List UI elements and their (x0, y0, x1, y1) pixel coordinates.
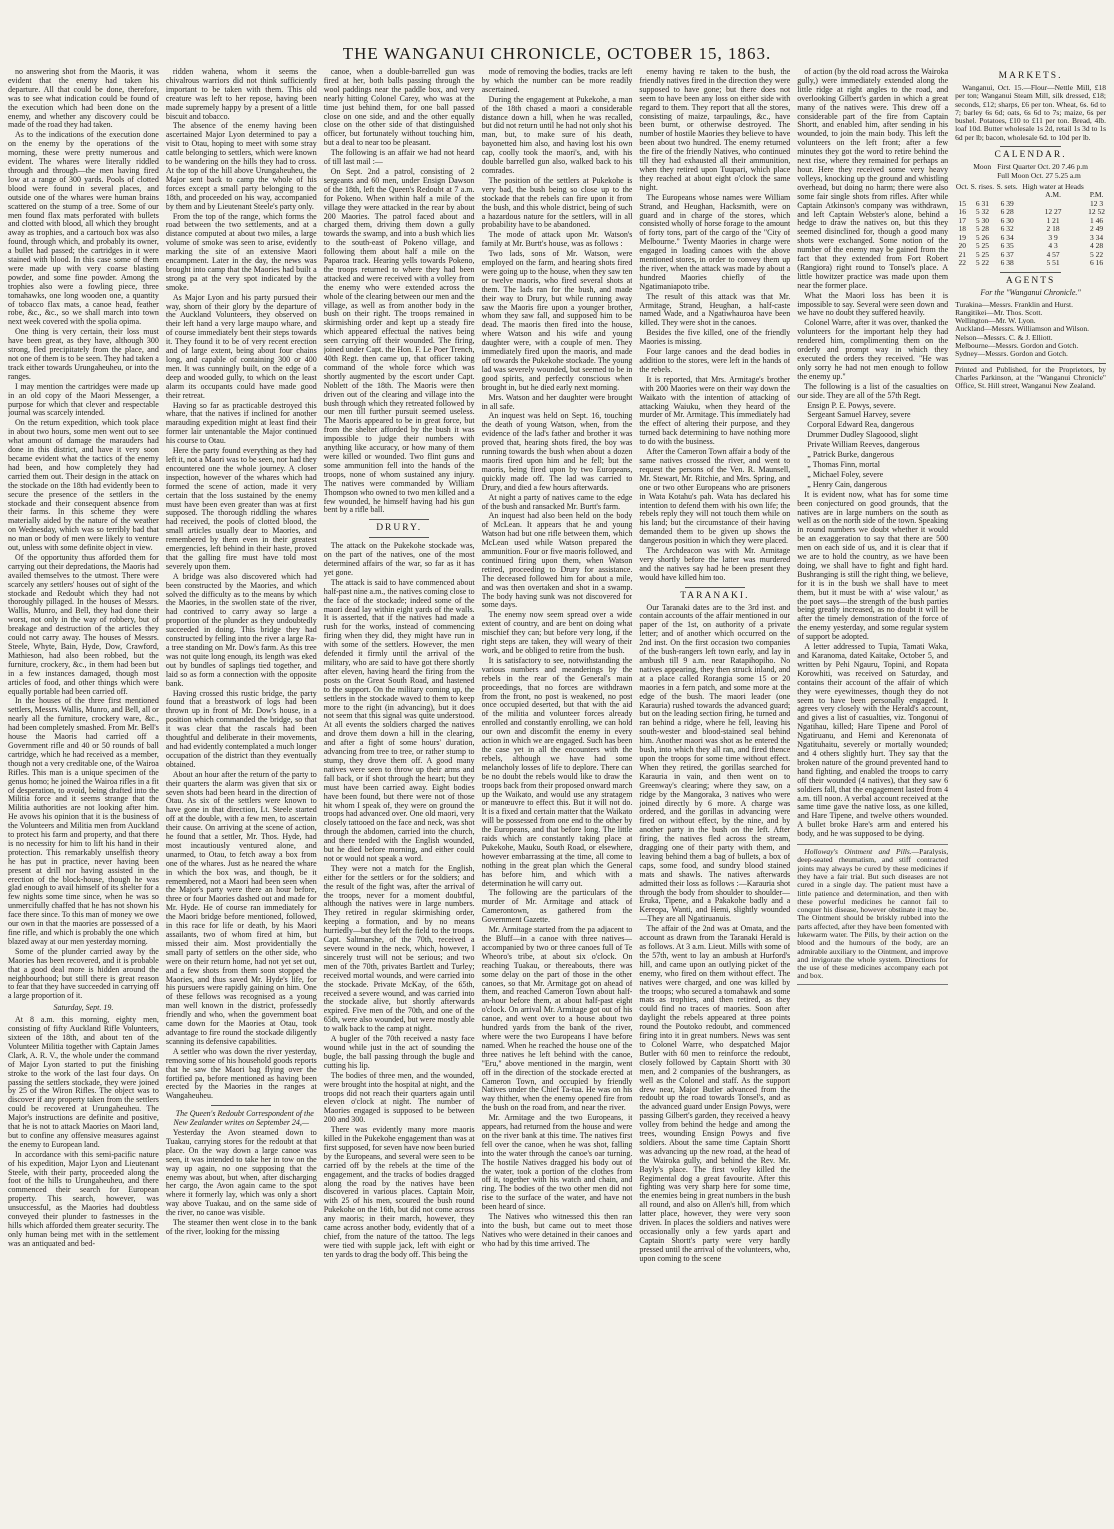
calendar-cell: 15 (958, 198, 966, 208)
calendar-cell: 2 49 (1090, 224, 1104, 234)
calendar-cell: 5 30 (975, 215, 989, 225)
paragraph: „ Henry Cain, dangerous (807, 479, 887, 489)
paragraph: Two lads, sons of Mr. Watson, were employed on the farm, and hearing shots fired were going up to the house, when they saw ten or twelve maoris, who fired several shots at them. The lads ran for the bush, and made their way to Drury, but while running away saw the Maoris fire upon a younger brother, whom they saw fall, and supposed him to be dead. The maoris then fired into the house, where Watson and his wife and young daughter were, with a couple of men. They immediately fired upon the maoris, and made off towards the Pukekohe stockade. The young lad was severely wounded, but seemed to be in good spirits, and perfectly conscious when brought in, but he died early next morning. (481, 249, 633, 392)
divider (685, 587, 745, 588)
calendar-cell: 6 16 (1090, 258, 1104, 268)
paragraph: From the top of the range, which forms the road between the two settlements, and at a distance computed at about two miles, a large volume of smoke was seen to arise, evidently marking the site of an extensive Maori encampment. Later in the day, the news was brought into camp that the Maories had built a strong pa at the very spot indicated by the smoke. (165, 211, 317, 292)
col6-body-2 (797, 491, 948, 839)
column-1 (8, 68, 159, 1523)
paragraph: A bridge was also discovered which had been constructed by the Maories, and which solved the difficulty as to the means by which the Maories, in the swollen state of the river, had contrived to carry away so large a proportion of the plunder as they undoubtedly succeeded in doing. This bridge they had constructed by felling into the river a large Ra-a tree standing on Mr. Dow's farm. As this tree was not quite long enough, its length was eked out by bundles of saplings tied together, and laid so as form a connection with the opposite bank. (165, 571, 317, 688)
paragraph: About an hour after the return of the party to their quarters the alarm was given that six or seven shots had been heard in the direction of Otau. As six of the settlers were known to have gone in that direction, Lt. Steele started off at the double, with a few men, to ascertain their cause. On arriving at the scene of action, he found that a settler, Mr. Thos. Hyde, had most incautiously ventured alone, and unarmed, to Otau, to fetch away a box from one of the whares. Just as he neared the whare in which the box was, and though, be it remembered, not a Maori had been seen when the Major's party were there an hour before, three or four Maories dashed out and made for Mr. Hyde. He of course ran immediately for the Maori bridge before mentioned, followed, in this race for life or death, by his Maori assailants, two of whom fired at him, but missed their aim. Most providentially the small party of settlers on the other side, who were on their return home, had not yet set out, and a few shots from them soon stopped the Maories, and thus saved Mr. Hyde's life, for his pursuers were rapidly gaining on him. One of these fellows was recognised as a young man well known in the district, professedly friendly and who, when the government boat came down for the Maories at Otau, took advantage to fire round the stockade diligently scanning its defensive capabilities. (165, 769, 317, 1046)
calendar-cell: 5 22 (1090, 249, 1104, 259)
masthead: THE WANGANUI CHRONICLE, OCTOBER 15, 1863. (342, 44, 772, 63)
paragraph: mode of removing the bodies, tracks are left by which the number can be more readily ascertained. (481, 68, 633, 94)
paragraph: It is evident now, what has for some time been conjectured on good grounds, that the natives are in large numbers on the south as well as on the north side of the town. Speaking in round numbers we doubt whether it would be an exaggeration to say that there are 500 men on each side of us, and it is clear that if we are to hold the country, as we have been doing, we shall have to fight and fight hard. Bushranging is still the right thing, we believe, for it is in the bush we shall have to meet them, but it must be with a‘ wise valour,’ as the poet says—the strength of the bush parties being greatly increased, as no doubt it will be after the timely demonstration of the force of the enemy yesterday, and some regular system of support be adopted. (797, 489, 949, 642)
calendar-cell: 4 28 (1090, 241, 1104, 251)
advertisement: Holloway's Ointment and Pills.—Paralysis, deep-seated rheumatism, and stiff contracted joints may always be cured by these medicines if they have a fair trial. But such diseases are not cured in a single day. The patient must have a little patience and determination, and then with these powerful medicines he cannot fail to conquer his disease, however obstinate it may be. The Ointment should be briskly rubbed into the parts affected, after they have been fomented with lukewarm water. The Pills, by their action on the blood and the humours of the body, are an admirable auxiliary to the Ointment, and improve and invigorate the whole system. Directions for the use of these medicines accompany each pot and box. (797, 844, 948, 985)
calendar-cell: 3 9 (1048, 232, 1058, 242)
paragraph: The result of this attack was that Mr. Armitage, Strand, Heughan, a half-caste named Wade, and a Ngatiwhauroa have been killed. They were shot in the canoes. (639, 291, 791, 328)
calendar-cell: 6 32 (1000, 224, 1014, 234)
correspondent-intro: The Queen's Redoubt Correspondent of the New Zealander writes on September 24,— (173, 1109, 314, 1128)
calendar-cell: 5 22 (975, 258, 989, 268)
paragraph: It is reported, that Mrs. Armitage's brother with 200 Maories were on their way down the Waikato with the intention of attacking of attacking Waiuku, when they heard of the murder of Mr. Armitage. This immediately had the effect of altering their purpose, and they turned back determining to have nothing more to do with the business. (639, 374, 791, 447)
calendar-cell: 5 25 (975, 241, 989, 251)
paragraph: The bodies of three men, and the wounded, were brought into the hospital at night, and the troops did not reach their quarters again until eleven o'clock at night. The number of Maories engaged is supposed to be between 200 and 300. (323, 1070, 475, 1125)
moon-first-quarter: First Quarter Oct. 20 7.46 p.m (997, 161, 1088, 171)
paragraph: The enemy now seem spread over a wide extent of country, and are bent on doing what mischief they can; but before very long, if the right steps are taken, they will weary of their work, and be obliged to retire from the bush. (481, 610, 633, 655)
paragraph: The Europeans whose names were William Strand, and Heughan, Hacksmith, were on guard and in charge of the stores, which consisted wholly of horse forage to the amount of forty tons, part of the cargo of the "City of Melbourne." Twenty Maories in charge were engaged in loading canoes with the above mentioned stores, in order to convey them up the river, when the attack was made by about a hundred Maories chiefly of the Ngatimaniapoto tribe. (639, 192, 791, 291)
calendar-cell: 19 (958, 232, 966, 242)
paragraph: At 8 a.m. this morning, eighty men, consisting of fifty Auckland Rifle Volunteers, sixteen of the 18th, and about ten of the Volunteer Militia together with Captain James Clark, A. R. V., the whole under the command of Major Lyon started to put the finishing stroke to the work of the last four days. On passing the settlers stockade, they were joined by 25 of the Wiron Rifles. The object was to discover if any property taken from the settlers could be recovered at Urungaheuheu. The Major's instructions are definite and positive, that he is not to attack Maories on Maori land, but to confine any offensive measures against the enemy to European land. (8, 1015, 159, 1149)
paragraph: The absence of the enemy having been ascertained Major Lyon determined to pay a visit to Otau, hoping to meet with some stray cattle belonging to settlers, which were known to be wandering on the hills they had to cross. At the top of the hill above Urungaheuheu, the Major sent back to camp the whole of his forces except a small party belonging to the 18th, and proceeded on his way, accompanied by them and by Lieutenant Steele's party only. (165, 121, 317, 211)
col1-body-2 (8, 1016, 159, 1249)
paragraph: Here the party found everything as they had left it, not a Maori was to be seen, nor had they encountered one the whole journey. A closer inspection, however of the whares which had formed the scene of action, made it very certain that the loss sustained by the enemy must have been even greater than was at first supposed. The thorough riddling the whares had received, the pools of clotted blood, the small articles usually dear to Maories, and remembered by them even in their greatest emergencies, left behind in their haste, proved that the galling fire must have told most severely upon them. (165, 446, 317, 571)
paragraph: A settler who was down the river yesterday, removing some of his household goods reports that he saw the Maori bag flying over the fortified pa, before mentioned as having been erected by the Maories in the ranges at Wangaheuheu. (165, 1046, 317, 1101)
paragraph: I may mention the cartridges were made up in an old copy of the Maori Messenger, a purpose for which that clever and respectable journal was scarcely intended. (8, 381, 159, 418)
agents-heading: AGENTS (1005, 275, 1056, 286)
calendar-header-cell: P.M. (1089, 190, 1104, 200)
calendar-header-cell: High water at Heads (1022, 181, 1084, 191)
calendar-cell: 22 (958, 258, 966, 268)
imprint: Printed and Published, for the Proprietors, by Charles Parkinson, at the "Wanganui Chronicle" Office, St. Hill street, Wanganui New Zealand. (955, 364, 1106, 391)
paragraph: They were not a match for the English, either for the settlers or for the soldiers; and the result of the fight was, after the arrival of the troops, never for a moment doubtful, although the natives were in large numbers. They retired in regular skirmishing order, keeping a formation, and by no means hurriedly—but they left the field to the troops. Capt. Saltmarshe, of the 70th, received a severe wound in the neck, which, however, I sincerely trust will not be serious; and two men of the 70th, privates Bartlett and Turley; received mortal wounds, and were carried into the stockade. Private McKay, of the 65th, received a severe wound, and was carried into the stockade alive, but shortly afterwards expired. Five men of the 70th, and one of the 65th, were also wounded, but were mostly able to walk back to the camp at night. (323, 863, 475, 1034)
calendar-header-row (955, 183, 1106, 192)
calendar-cell: 12 3 (1090, 198, 1104, 208)
columns (8, 68, 1106, 1523)
divider (369, 519, 429, 520)
calendar-cell: 6 28 (1000, 207, 1014, 217)
calendar-cell: 17 (958, 215, 966, 225)
paragraph: The following are the particulars of the murder of Mr. Armitage and attack of Camerontown, as gathered from the Government Gazette. (481, 888, 633, 925)
calendar-cell: 1 21 (1046, 215, 1060, 225)
markets-heading: MARKETS. (998, 71, 1063, 81)
calendar-cell: 5 25 (975, 249, 989, 259)
paragraph: canoe, when a double-barrelled gun was fired at her, both balls passing through the wool paddings near the paddle box, and very nearly hitting Colonel Carey, who was at the time just behind them, for one ball passed close on one side, and and the other equally close on the other side of that distinguished officer, but fortunately without touching him, but a deal to near too be pleasant. (323, 68, 475, 148)
paragraph: The mode of attack upon Mr. Watson's family at Mr. Burtt's house, was as follows : (481, 230, 633, 249)
paragraph: ridden wahena, whom it seems the chivalrous warriors did not think sufficiently important to be taken with them. This old creature was left to her repose, having been made supremely happy by a present of a little biscuit and tobacco. (165, 68, 317, 121)
paragraph: Four large canoes and the dead bodies in addition to the stores, were left in the hands of the rebels. (639, 347, 791, 374)
paragraph: of action (by the old road across the Wairoka gully,) were immediately extended along the little ridge at right angles to the road, and overlooking Gilbert's garden in which a great many of the natives were. This drew off a considerable part of the fire from Captain Shortt, and enabled him, after sending in his wounded, to join the main body. This left the volunteers on the left front; after a few minutes they got the word to retire behind the next rise, where they remained for perhaps an hour. Here they received some very heavy volleys, knocking up the ground and whistling overhead, but doing no harm; there were also some fair single shots from rifles. After while Captain Atkinson's company was withdrawn, and left Captain Webster's alone, behind a hedge to draw the natives on, but this they seemed disinclined for, though a good many shots were exchanged. Some notion of the number of the enemy may be gained from the fact that they extended from Fort Robert (Rangiora) right round to Tonsel's place. A little howitzer practice was made upon them near the former place. (797, 68, 949, 290)
paragraph: Of the opportunity thus afforded them for carrying out their depredations, the Maoris had availed themselves to the utmost. There were scarcely any settlers' houses out of sight of the stockade and Redoubt which they had not thoroughly pillaged. In the houses of Messrs. Wallis, Munro, and Bell, they had done their worst, not only in the way of robbery, but of breakage and destruction of the articles they could not carry away. The houses of Messrs. Steele, Whyte, Bain, Hyde, Dow, Crawford, Mathieson, had also been robbed, but the furniture, crockery, &c., in them had been but in a few instances damaged, though most articles of food, and other things which were equally portable had been carried off. (8, 552, 159, 696)
moon-full: Full Moon Oct. 27 5.25 a.m (997, 170, 1081, 180)
paragraph: Some of the plunder carried away by the Maories has been recovered, and it is probable that a good deal more is hidden around the neighbourhood; but still there is great reason to fear that they have succeeded in carrying off a large proportion of it. (8, 946, 159, 1001)
moon-label: Moon (973, 161, 992, 171)
paragraph: In the houses of the three first mentioned settlers, Messrs. Wallis, Munro, and Bell, all or nearly all the furniture, crockery ware, &c., had been completely smashed. From Mr. Bell's house the Maoris had carried off a Government rifle and 40 or 50 rounds of ball cartridge, which he had received as a member, though not a very creditable one, of the Wairoa Rifles. This man is a unique specimen of the genus homo; he joined the Wairoa rifles in a fit of desperation, to avoid, being drafted into the Militia force and it seems strange that the Militia authorities are not looking after him. He avows his opinion that it is the business of the Volunteers and Militia men from Auckland to protect his farm and property, and that there is no necessity for him to lift his hand in their protection. This remarkably unselfish theory he has put in practice, never having been present at drill nor having assisted in the erection of the block-house, though he was glad enough to avail himself of its shelter for a few nights some time since, when he was so unmercifully chaffed that he has not shown his face there since. To this man of money we owe our own in that the maories are possessed of a fine rifle, and which is probably the one which blazed away at our men yesterday morning. (8, 696, 159, 946)
paragraph: One thing is very certain, their loss must have been great, as they have, although 300 strong, fled precipitately from the place, and not one of them is to be seen. They had taken a track either towards Urungaheuheu, or into the ranges. (8, 327, 159, 381)
paragraph: Private William Reeves, dangerous (807, 440, 920, 450)
col5-body-2 (639, 604, 790, 1264)
paragraph: Mr. Armitage and the two Europeans, it appears, had returned from the house and were on the river bank at this time. The natives first fell over the canoe, when he was shot, falling into the water through the canoe's oar turning. The hostile Natives dragged his body out of the water, took a portion of the clothes from off it, together with his watch and chain, and ring. The bodies of the two other men did not rise to the surface of the water, and have not been heard of since. (481, 1113, 633, 1212)
calendar-cell: 12 52 (1088, 207, 1106, 217)
paragraph: „ Michael Foley, severe (807, 469, 884, 479)
col6-body (797, 68, 948, 401)
paragraph: The position of the settlers at Pukekohe is very bad, the bush being so close up to the stockade that the rebels can fire upon it from the bush, and this whole district, being of such a hazardous nature for the settlers, will in all probability have to be abandoned. (481, 175, 633, 230)
paragraph: Drummer Dudley Slagoood, slight (807, 430, 918, 440)
paragraph: An inquest was held on Sept. 16, touching the death of young Watson, when, from the evidence of the lad's father and brother it was proved that, hearing shots fired, the boy was running towards the bush when about a dozen maoris fired upon him and he fell; but the maoris, being fired upon by two Europeans, quickly made off. The lad was carried to Drury, and died a few hours afterwards. (481, 411, 633, 492)
calendar-header-cell: S. sets. (996, 181, 1018, 191)
divider (369, 537, 429, 538)
paragraph: A bugler of the 70th received a nasty face wound while just in the act of sounding the bugle, the ball passing through the bugle and cutting his lip. (323, 1034, 475, 1070)
calendar-header-cell: A.M. (1045, 190, 1061, 200)
calendar-cell: 2 18 (1046, 224, 1060, 234)
paragraph: During the engagement at Pukekohe, a man of the 18th chased a maori a considerable distance down a hill, when he was recalled, but did not return until he had not only shot his man, but, to make sure of his death, bayonetted him also, and having lost his own cap, coolly took the maori's, and, with his double barrelled gun also, walked back to his comrades. (481, 94, 633, 175)
casualty-list (797, 402, 948, 490)
col1-body (8, 68, 159, 1001)
col3-body-2 (324, 542, 475, 1260)
paragraph: At night a party of natives came to the edge of the bush and ransacked Mr. Burtt's farm. (481, 492, 633, 511)
paragraph: The following is an affair we had not heard of till last mail :— (323, 148, 475, 167)
paragraph: Mrs. Watson and her daughter were brought in all safe. (481, 392, 633, 411)
column-7 (955, 68, 1106, 1523)
paragraph: As to the indications of the execution done on the enemy by the operations of the morning, these were pretty numerous and evident. The whares were literally riddled through and through—the men having fired low at a range of 300 yards. Pools of clotted blood were found in several places, and outside one of the whares were human brains scattered on the stump of a tree. Some of our men found flax mats perforated with bullets and clotted with blood, all which they brought away as trophies, and a cartouch box was also found, through which, and probably its owner, a bullet had passed; the cartridges in it were stained with blood. In this case some of them were made up with very coarse blasting powder, and some fine powder. Among the trophies also were a fowling piece, three tomahawks, one long wooden one, a quantity of tobacco flax mats, a canoe head, feather robe, &c., &c., so we shall march into town next week covered with the spolia opima. (8, 130, 159, 327)
col5-body (639, 68, 790, 583)
paragraph: Having so far as practicable destroyed this whare, that the natives if inclined for another marauding expedition might at least find their former lair untenantable the Major continued his course to Otau. (165, 400, 317, 446)
paragraph: The affair of the 2nd was at Omata, and the account as drawn from the Taranaki Herald is as follows. At 3 a.m. Lieut. Mills with some of the 57th, went to lay an ambush at Hurford's hill, and came upon an outlying picket of the enemy, who fired on them without effect. The natives were charged, and one was killed by the troops; who secured a tomahawk and some mats as trophies, and then retired, as they could find no traces of maories. Soon after daylight the rebels appeared at three points round the Poutoko redoubt, and commenced firing into it in great numbers. News was sent to Colonel Warre, who despatched Major Butler with 60 men to reinforce the redoubt, closely followed by Captain Shortt with 30 men, and 2 companies of the bushrangers, as well as the Colonel and staff. As the support drew near, Major Butler advanced from the redoubt up the road towards Tonsel's, and as the advanced guard under Ensign Powys, were passing Gilbert's garden, they received a heavy volley from behind the hedge and among the trees, wounding Ensign Powys and five soldiers. About the same time Captain Shortt was advancing up the new road, at the head of the Wairoka gully, and behind the Rev. Mr. Bayly's place. The first volley killed the Regimental dog a great favourite. After this fighting was very sharp here for some time, the enemies being in great numbers in the bush all round, and also on Allen's hill, from which latter place, however, they were very soon driven. In places the soldiers and natives were occasionally only a few yards apart and Captain Shortt's party were very hardly pressed until the arrival of the volunteers, who, upon coming to the scene (639, 924, 791, 1263)
col4-body (482, 68, 633, 1249)
calendar-cell: 21 (958, 249, 966, 259)
column-5 (639, 68, 790, 1523)
paragraph: Having crossed this rustic bridge, the party found that a breastwork of logs had been thrown up in front of Mr. Dow's house, in a position which commanded the bridge, so that it was clear that the rascals had been thoughtful and deliberate in their movements, and had evidently contemplated a much longer occupation of the district than they eventually obtained. (165, 688, 317, 769)
calendar-cell: 6 38 (1000, 258, 1014, 268)
paragraph: Besides the five killed, one of the friendly Maories is missing. (639, 328, 791, 347)
calendar-cell: 12 27 (1044, 207, 1062, 217)
paragraph: Mr. Armitage started from the pa adjacent to the Bluff—in a canoe with three natives—accompanied by two or three canoes full of Te Wheoro's tribe, at about six o'clock. On reaching Tuakau, or thereabouts, there was some delay on the part of those in the other canoes, so that Mr. Armitage got on ahead of them, and reached Cameron Town about half-an-hour before them, at about half-past eight o'clock. On arrival Mr. Armitage got out of his canoe, and went over to a house about two hundred yards from the bank of the river, where were the two Europeans I have before named. When he reached the house one of the three natives he left behind with the canoe, "Eru," above mentioned in the margin, went off in the direction of the stockade erected at Cameron Town, and occupied by friendly Natives under the Chief Ta-tua. He was on his way thither, when the enemy opened fire from the bush on the road from, and near the river. (481, 925, 633, 1113)
ad-title: Holloway's Ointment and Pills. (804, 847, 912, 857)
paragraph: It is satisfactory to see, notwithstanding the various numbers and meanderings by the rebels in the rear of the General's main proceedings, that no forces are withdrawn from the front, no post is weakened, no post once occupied deserted, but that with the aid of the militia and volunteer forces already enrolled and constantly enrolling, we can hold our own and discomfit the enemy in every action in which we are engaged. Such has been the case yet in all the encounters with the rebels, although we have had some melancholy losses of life to deplore. There can be no doubt the rebels would like to draw the troops back from their proposed onward march up the Waikato, and would use any stratagem or manœuvre to effect this. But it will not do. It is a fixed and certain matter that the Waikato will be possessed from one end to the other by the Europeans, and that before long. The little raids which are constantly taking place at Pukekohe, Mauku, South Road, or elsewhere, however embarrassing at the time, all come to nothing in the great plan which the General has before him, and which with a determination he will carry out. (481, 655, 633, 888)
calendar-body (955, 200, 1106, 268)
paragraph: Rangitikei—Mr. Thos. Scott. (955, 307, 1043, 317)
calendar-cell: 6 37 (1000, 249, 1014, 259)
calendar-table (955, 183, 1106, 268)
calendar-cell: 6 31 (975, 198, 989, 208)
moon-phases (955, 163, 1106, 181)
markets-paragraph: Wanganui, Oct. 15.—Flour—Nettle Mill, £18 per ton; Wanganui Steam Mill, silk dressed, £18; seconds, £12; sharps, £6 per ton. Wheat, 6s. 6d to 7; barley 6s 6d; oats, 6s 6d to 7s; maize, 6s per bushel. Potatoes, £10 to £11 per ton. Bread, 4lb. loaf 10d. Butter wholesale 1s 2d, retail 1s 3d to 1s 6d per lb; bacon, wholesale 6d. to 10d per lb. (955, 82, 1106, 142)
paragraph: An inquest had also been held on the body of McLean. It appears that he and young Watson had but one rifle between them, which McLean used while Watson prepared the ammunition. Four or five maoris followed, and continued firing upon them, when Watson retired, proceeding to Drury for assistance. The deceased followed him for about a mile, and was then overtaken and shot in a swamp. The body having sunk was not discovered for some days. (481, 511, 633, 610)
divider (1000, 272, 1060, 273)
agents-subheading: For the "Wanganui Chronicle." (980, 287, 1081, 297)
paragraph: „ Patrick Burke, dangerous (807, 450, 894, 460)
paragraph: Turakina—Messrs. Franklin and Hurst. (955, 299, 1073, 309)
paragraph: After the Cameron Town affair a body of the same natives crossed the river, and went to request the persons of the Ven. R. Maunsell, Mr. Stewart, Mr. Ritchie, and Mrs. Spring, and one or two other Europeans who are prisoners in Wata Kotahu's pah. Wata has declared his intention to defend them with his own life; the rebels reply they will not touch them while on his land; but the circumstance of their having demanded them to be given up shows the dangerous position in which they were placed. (639, 447, 791, 546)
heading-taranaki: TARANAKI. (680, 590, 750, 601)
dateline: Saturday, Sept. 19. (53, 1003, 114, 1013)
paragraph: Auckland—Messrs. Williamson and Wilson. (955, 324, 1090, 334)
calendar-heading: CALENDAR. (994, 149, 1067, 160)
markets-text (955, 84, 1106, 142)
calendar-cell: 3 34 (1090, 232, 1104, 242)
column-4 (482, 68, 633, 1523)
column-2 (166, 68, 317, 1523)
paragraph: Yesterday the Avon steamed down to Tuakau, carrying stores for the redoubt at that place. On the way down a large canoe was seen, it was intended to take her in tow on the way up again, no one supposing that the enemy was about, but when, after discharging her cargo, the Avon again came to the spot where it formerly lay, which was only a short way above Tuakau, and on the same side of the river, no canoe was visible. (165, 1128, 317, 1218)
paragraph: Nelson—Messrs. C. & J. Elliott. (955, 332, 1053, 342)
divider (211, 1105, 271, 1106)
paragraph: As Major Lyon and his party pursued their way, shorn of their glory by the departure of the Auckland Volunteers, they observed on their left hand a very large maupo whare, and of course immediately bent their steps towards it. They found it to be of very recent erection and of large extent, being about four chains long, and capable of containing 300 or 400 men. It was cunningly built, on the edge of a deep and wooded gully, to which on the least alarm its occupants could have made good their retreat. (165, 292, 317, 400)
paragraph: On the return expedition, which took place in about two hours, some men went out to see what amount of damage the marauders had done in this district, and have it very soon became evident what the tactics of the enemy had been, and how completely they had carried them out. Their design in the attack on the stockade on the 18th had evidently been to secure the presence of the settlers in the stockade and their consequent absence from their farms. In this scheme they were materially aided by the nature of the weather on Wednesday, which was so terribly bad that no man or body of men were likely to venture out, unless with some definite object in view. (8, 418, 159, 553)
calendar-cell: 18 (958, 224, 966, 234)
paragraph: Ensign P. E. Powys, severe. (807, 400, 896, 410)
paragraph: The attack on the Pukekohe stockade was, on the part of the natives, one of the most determined affairs of the war, so far as it has yet gone. (323, 541, 475, 577)
calendar-header-cell: S. rises. (970, 181, 995, 191)
paragraph: Sergeant Samuel Harvey, severe (807, 410, 911, 420)
paragraph: What the Maori loss has been it is impossible to say. Several were seen down and we have no doubt they suffered heavily. (797, 290, 949, 318)
col2-body-2 (166, 1129, 317, 1237)
calendar-cell: 4 3 (1048, 241, 1058, 251)
paragraph: The steamer then went close in to the bank of the river, looking for the missing (165, 1218, 317, 1236)
paragraph: Melbourne—Messrs. Gordon and Gotch. (955, 341, 1079, 350)
calendar-cell: 5 26 (975, 232, 989, 242)
ad-text: Paralysis, deep-seated rheumatism, and stiff contracted joints may always be cured by these medicines if they have a fair trial. But such diseases are not cured in a single day. The patient must have a little patience and determination, and then with these powerful medicines he cannot fail to conquer his disease, however obstinate it may be. The Ointment should be briskly rubbed into the parts affected, after they have been fomented with lukewarm water. The Pills, by their action on the blood and the humours of the body, are an admirable auxiliary to the Ointment, and improve and invigorate the whole system. Directions for the use of these medicines accompany each pot and box. (797, 847, 949, 981)
calendar-cell: 6 35 (1000, 241, 1014, 251)
paragraph: The Archdeacon was with Mr. Armitage very shortly before the latter was murdered and the natives say had he been present they would have killed him too. (639, 546, 791, 582)
paragraph: Corporal Edward Rea, dangerous (807, 420, 914, 430)
divider (1000, 146, 1060, 147)
calendar-cell: 5 32 (975, 207, 989, 217)
paragraph: A letter addressed to Tupia, Tamati Waka, and Karanoma, dated Kaitake, October 5, and written by Pehi Ngauru, Topini, and Ropata Korowhiti, was received on Saturday, and contains their account of the affair of which they were eyewitnesses, though they do not seem to have been personally engaged. It agrees very closely with the Herald's account, and gives a list of casualties, viz. Tongonui of Ngatihau, killed; Hare Tipene and Porol of Ngatiruanu, and Hemi and Kerenonata of Ngatituhaitu, severely or mortally wounded; and 4 others slightly hurt. They say that the broken nature of the ground prevented hand to hand fighting, and enabled the troops to carry off their wounded (4 natives), that they saw 6 soldiers fall, that the engagement lasted from 4 a.m. till noon. A verbal account received at the same time gave the native loss, as one killed, and Hare Tipene, and twelve others wounded. A bullet broke Hare's arm and entered his body, and he was supposed to be dying. (797, 642, 949, 839)
calendar-cell: 4 57 (1046, 249, 1060, 259)
paragraph: Wellington—Mr. W. Lyon. (955, 316, 1036, 326)
paragraph: The attack is said to have commenced about half-past nine a.m., the natives coming close to the face of the stockade; indeed some of the maori dead lay within eight yards of the walls. It is asserted, that if the natives had made a rush for the works, instead of commencing firing when they did, they might have run in with some of the settlers. However, the men defended it firmly until the arrival of the military, who are said to have got there shortly after eleven, having heard the firing from the posts on the Great South Road, and hastened to the support. On the military coming up, the settlers in the stockade waved to them to keep more to the right (in advancing), but it does not seem that this signal was quite understood. At all events the soldiers charged the natives and drove them down a hill in the clearing, and after a fight of some hours' duration, advancing from tree to tree, or rather stump to stump, they drove them off. A good many natives were seen to throw up their arms and fall back, or if shot through the heart; but they must have been carried away. Eight bodies have been found, but there were not of those hit whom I speak of, they were on ground the troops had advanced over. One old maori, very closely tattooed on the face and neck, was shot through the abdomen, carried into the church, and there tended with the English wounded, but he died before morning, and either could not or would not speak a word. (323, 577, 475, 863)
paragraph: The Natives who witnessed this then ran into the bush, but came out to meet those Natives who were detained in their canoes and who had by this time arrived. The (481, 1212, 633, 1248)
paragraph: Our Taranaki dates are to the 3rd inst. and contain accounts of the affair mentioned in our paper of the 1st, on authority of a private letter; and of another which occurred on the 2nd inst. On the first occasion two companies of the bush-rangers left town early, and lay in ambush till 9 a.m. near Ratapihopiho. No natives appearing, they then struck inland, and at a place called Rorangia some 15 or 20 maories in a fern patch, and some more at the edge of the bush. The maori leader (one Karauria) rushed towards the advanced guard; but on the leading section firing, he turned and ran behind a ridge, where he fell, leaving his south-wester and blood-stained seal behind him. Another maori was shot as he entered the bush, into which they all ran, and fired thence upon the troops for some time without effect. When they retired, the gorillas searched for Karauria in vain, and then went on to Greenway's clearing; where they saw, on a ridge by the Mangoraka, 3 natives who were joined directly by 6 more. A charge was ordered, and the gorillas in advancing were fired on without effect, by the nine, and by another party in the bush on the left. After firing, the natives fled across the stream, dragging one of their party with them, and leaving behind them a bag of bullets, a box of caps, some food, and sundry blood stained mats and shawls. The natives afterwards admitted their loss as follows :—Karauria shot through the body from shoulder to shoulder—Eruka, Tipene, and a Pakakohe badly and a Kereopa, Wanti, and Hemi, slightly wounded—They are all Ngatiruanuis. (639, 602, 791, 924)
calendar-cell: 6 39 (1000, 198, 1014, 208)
paragraph: Sydney—Messrs. Gordon and Gotch. (955, 349, 1068, 359)
agents-list (955, 301, 1106, 359)
paragraph: On Sept. 2nd a patrol, consisting of 2 sergeants and 60 men, under Ensign Dawson of the 18th, left the Queen's Redoubt at 7 a.m. for Pokeno. When within half a mile of the village they were attacked in the rear by about 200 Maories. The patrol faced about and charged them, driving them down a gully towards the swamp, and into a bush which lies to the south-east of Pokeno village, and following them about half a mile on the Paparoa track. Hearing yells towards Pokeno, the troops returned to where they had been attacked and were received with a volley from the enemy who were extended across the whole of the clearing between our men and the village, as well as from another body in the bush on their right. The troops remained in skirmishing order and kept up a steady fire which appeared effectual the natives being seen carrying off their wounded. The firing, joined under Capt. the Hon. F. Le Poer Trench, 40th Regt. then came up, that officer taking command of the whole force which was shortly augmented by the escort under Capt. Noblett of the 18th. The Maoris were then driven out of the clearing and village into the bush through which they retreated followed by our men till further pursuit seemed useless. The Maoris appeared to be in great force, but from the shelter afforded by the bush it was impossible to judge their numbers with anything like accuracy, or how many of them were killed or wounded. Two flint guns and some ammunition fell into the hands of the troops, none of whom sustained any injury. The natives were commanded by William Thompson who owned to two men killed and a few wounded, he himself having had his gun bent by a rifle ball. (323, 166, 475, 515)
col3-body (324, 68, 475, 515)
calendar-header-cell: Oct. (955, 181, 969, 191)
calendar-cell: 6 34 (1000, 232, 1014, 242)
column-6 (797, 68, 948, 1523)
heading-drury: DRURY. (376, 523, 423, 534)
calendar-cell: 20 (958, 241, 966, 251)
paragraph: enemy having re taken to the bush, the friendly natives fired in the direction they were supposed to have gone; but there does not seem to have been any loss on either side with regard to them. They report that all the stores, consisting of maize, tarpaulings, &c., have been burnt, or otherwise destroyed. The number of hostile Maories they believe to have been about two hundred. The enemy returned the fire of the friendly Natives, who continued till they had exhausted all their ammunition, when they retired upon Tuupari, which place they reached at about eight o'clock the same night. (639, 68, 791, 192)
paragraph: Colonel Warre, after it was over, thanked the volunteers for the important help they had rendered him, complimenting them on the orderly and prompt way in which they executed the orders they received. "He was only sorry he had not men enough to follow the enemy up." (797, 318, 949, 381)
paragraph: no answering shot from the Maoris, it was evident that the enemy had taken his departure. All that could be done, therefore, was to see what indication could be found of the execution which had been done on the enemy, and whether any discovery could be made of the road they had taken. (8, 68, 159, 130)
calendar-cell: 1 46 (1090, 215, 1104, 225)
column-3 (324, 68, 475, 1523)
calendar-row (955, 259, 1106, 268)
paragraph: In accordance with this semi-pacific nature of his expedition, Major Lyon and Lieutenant Steele, with their party, proceeded along the foot of the hills to Urungaheuheu, and there commenced their search for European property. This search, however, was unsuccessful, as the Maories had doubtless conveyed their plunder to fastnesses in the hills which afforded them greater security. The only human being met with in the settlement was an antiquated and bed- (8, 1149, 159, 1248)
paragraph: „ Thomas Finn, mortal (807, 459, 881, 469)
calendar-cell: 5 51 (1046, 258, 1060, 268)
col2-body (166, 68, 317, 1101)
paragraph: There was evidently many more maoris killed in the Pukekohe engagement than was at first supposed, for seven have now been buried by the Europeans, and several were seen to be carried off by the rebels at the time of the engagement, and the tracks of bodies dragged along the road by the natives have been discovered in various places. Captain Moir, with 25 of his men, scoured the bush round Pukekohe on the 16th, but did not come across any maoris; in their march, however, they came across another body, evidently that of a chief, from the nature of the tattoo. The legs were tied with supple jack, left with eight or ten yards to drag the body off. This being the (323, 1125, 475, 1259)
calendar-cell: 6 30 (1000, 215, 1014, 225)
calendar-cell: 16 (958, 207, 966, 217)
calendar-cell: 5 28 (975, 224, 989, 234)
paragraph: The following is a list of the casualties on our side. They are all of the 57th Regt. (797, 381, 949, 400)
